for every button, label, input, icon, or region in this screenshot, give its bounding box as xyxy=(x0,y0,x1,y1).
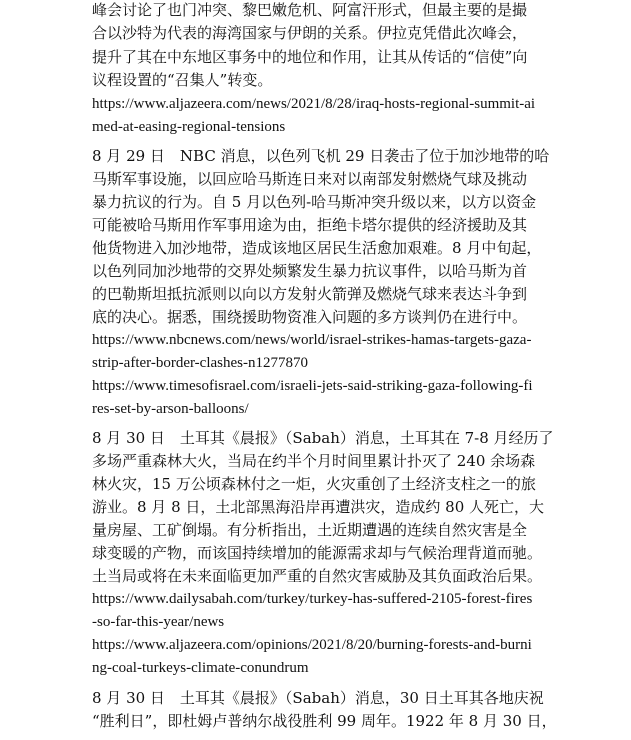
source-url-line: ng-coal-turkeys-climate-conundrum xyxy=(92,660,309,676)
text-line: 马斯军事设施，以回应哈马斯连日来对以南部发射燃烧气球及挑动 xyxy=(92,170,528,188)
text-line: “胜利日”，即杜姆卢普纳尔战役胜利 99 周年。1922 年 8 月 30 日， xyxy=(92,712,557,730)
source-url-line: -so-far-this-year/news xyxy=(92,614,225,630)
text-line: 合以沙特为代表的海湾国家与伊朗的关系。伊拉克凭借此次峰会， xyxy=(92,24,528,42)
source-url-line: strip-after-border-clashes-n1277870 xyxy=(92,355,308,371)
text-line: 8 月 30 日 土耳其《晨报》（Sabah）消息，土耳其在 7-8 月经历了 xyxy=(92,429,554,447)
text-line: 球变暖的产物，而该国持续增加的能源需求却与气候治理背道而驰。 xyxy=(92,544,543,562)
text-line: 土当局或将在未来面临更加严重的自然灾害威胁及其负面政治后果。 xyxy=(92,567,543,585)
source-url-line: https://www.aljazeera.com/news/2021/8/28/iraq-hosts-regional-summit-ai xyxy=(92,96,536,112)
source-url-line: https://www.aljazeera.com/opinions/2021/8/20/burning-forests-and-burni xyxy=(92,637,532,653)
text-line: 的巴勒斯坦抵抗派则以向以方发射火箭弹及燃烧气球来表达斗争到 xyxy=(92,285,528,303)
text-line: 议程设置的“召集人”转变。 xyxy=(92,71,273,89)
text-line: 以色列同加沙地带的交界处频繁发生暴力抗议事件，以哈马斯为首 xyxy=(92,262,528,280)
text-line: 底的决心。据悉，围绕援助物资准入问题的多方谈判仍在进行中。 xyxy=(92,308,528,326)
source-url-line: https://www.nbcnews.com/news/world/israel-strikes-hamas-targets-gaza- xyxy=(92,332,532,348)
text-line: 量房屋、工矿倒塌。有分析指出，土近期遭遇的连续自然灾害是全 xyxy=(92,521,528,539)
text-line: 多场严重森林大火，当局在约半个月时间里累计扑灭了 240 余场森 xyxy=(92,452,536,470)
text-line: 游业。8 月 8 日，土北部黑海沿岸再遭洪灾，造成约 80 人死亡，大 xyxy=(92,498,545,516)
text-line: 可能被哈马斯用作军事用途为由，拒绝卡塔尔提供的经济援助及其 xyxy=(92,216,528,234)
text-line: 他货物进入加沙地带，造成该地区居民生活愈加艰难。8 月中旬起， xyxy=(92,239,542,257)
source-url-line: res-set-by-arson-balloons/ xyxy=(92,401,249,417)
source-url-line: https://www.timesofisrael.com/israeli-jets-said-striking-gaza-following-fi xyxy=(92,378,533,394)
source-url-line: https://www.dailysabah.com/turkey/turkey-has-suffered-2105-forest-fires xyxy=(92,591,533,607)
text-line: 8 月 30 日 土耳其《晨报》（Sabah）消息，30 日土耳其各地庆祝 xyxy=(92,689,544,707)
text-line: 提升了其在中东地区事务中的地位和作用，让其从传话的“信使”向 xyxy=(92,48,528,66)
text-line: 8 月 29 日 NBC 消息，以色列飞机 29 日袭击了位于加沙地带的哈 xyxy=(92,147,550,165)
text-line: 暴力抗议的行为。自 5 月以色列-哈马斯冲突升级以来，以方以资金 xyxy=(92,193,537,211)
source-url-line: med-at-easing-regional-tensions xyxy=(92,119,286,135)
text-line: 峰会讨论了也门冲突、黎巴嫩危机、阿富汗形式，但最主要的是撮 xyxy=(92,1,528,19)
text-line: 林火灾，15 万公顷森林付之一炬，火灾重创了土经济支柱之一的旅 xyxy=(92,475,536,493)
